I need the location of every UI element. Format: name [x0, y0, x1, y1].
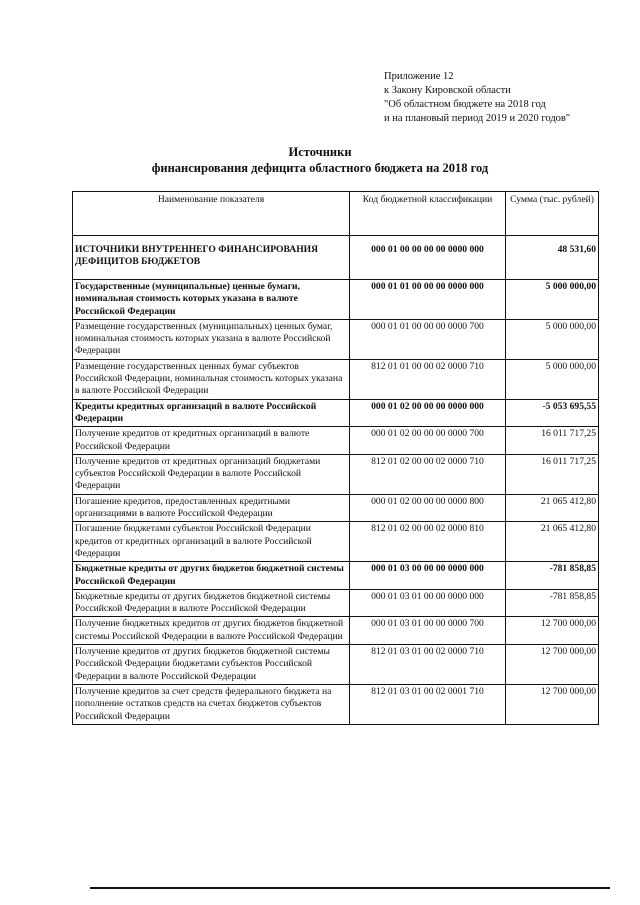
row-amount: 48 531,60: [506, 236, 599, 280]
row-name: Размещение государственных (муниципальных) ценных бумаг, номинальная стоимость которых указана в валюте Российской Федерации: [73, 319, 350, 359]
sources-table: [72, 191, 599, 725]
table-row: [73, 236, 599, 280]
row-name: Получение кредитов от кредитных организаций бюджетами субъектов Российской Федерации в валюте Российской Федерации: [73, 454, 350, 494]
row-name: Получение кредитов от других бюджетов бюджетной системы Российской Федерации бюджетами субъектов Российской Федерации в валюте Российской Федерации: [73, 645, 350, 685]
row-name: Погашение кредитов, предоставленных кредитными организациями в валюте Российской Федерации: [73, 494, 350, 522]
appendix-line-3: "Об областном бюджете на 2018 год: [384, 99, 546, 110]
row-amount: 12 700 000,00: [506, 645, 599, 685]
row-name: Кредиты кредитных организаций в валюте Российской Федерации: [73, 399, 350, 427]
row-code: 000 01 02 00 00 00 0000 000: [350, 399, 506, 427]
row-amount: 16 011 717,25: [506, 427, 599, 455]
appendix-note: [384, 70, 570, 126]
header-code: Код бюджетной классификации: [350, 192, 506, 236]
row-name: Государственные (муниципальные) ценные бумаги, номинальная стоимость которых указана в валюте Российской Федерации: [73, 280, 350, 320]
row-amount: 12 700 000,00: [506, 617, 599, 645]
row-code: 812 01 03 01 00 02 0001 710: [350, 684, 506, 724]
row-name: Погашение бюджетами субъектов Российской Федерации кредитов от кредитных организаций в валюте Российской Федерации: [73, 522, 350, 562]
row-code: 000 01 01 00 00 00 0000 700: [350, 319, 506, 359]
row-code: 000 01 03 01 00 00 0000 700: [350, 617, 506, 645]
table-row: [73, 617, 599, 645]
table-row: [73, 359, 599, 399]
row-name: Размещение государственных ценных бумаг субъектов Российской Федерации, номинальная стоимость которых указана в валюте Российской Федерации: [73, 359, 350, 399]
title-line-2: финансирования дефицита областного бюджета на 2018 год: [151, 161, 489, 175]
table-row: [73, 494, 599, 522]
row-code: 000 01 02 00 00 00 0000 700: [350, 427, 506, 455]
row-amount: 12 700 000,00: [506, 684, 599, 724]
row-amount: 5 000 000,00: [506, 319, 599, 359]
document-title: [0, 144, 640, 176]
table-row: [73, 589, 599, 617]
table-row: [73, 645, 599, 685]
row-amount: 5 000 000,00: [506, 359, 599, 399]
row-amount: -781 858,85: [506, 589, 599, 617]
row-code: 000 01 03 00 00 00 0000 000: [350, 562, 506, 590]
row-code: 000 01 01 00 00 00 0000 000: [350, 280, 506, 320]
table-row: [73, 562, 599, 590]
row-amount: -5 053 695,55: [506, 399, 599, 427]
row-code: 812 01 02 00 00 02 0000 810: [350, 522, 506, 562]
row-name: Получение бюджетных кредитов от других бюджетов бюджетной системы Российской Федерации в валюте Российской Федерации: [73, 617, 350, 645]
table-row: [73, 522, 599, 562]
table-header-row: [73, 192, 599, 236]
header-amount: Сумма (тыс. рублей): [506, 192, 599, 236]
table-row: [73, 427, 599, 455]
row-code: 000 01 00 00 00 00 0000 000: [350, 236, 506, 280]
appendix-line-1: Приложение 12: [384, 71, 454, 82]
table-row: [73, 280, 599, 320]
table-row: [73, 684, 599, 724]
row-name: ИСТОЧНИКИ ВНУТРЕННЕГО ФИНАНСИРОВАНИЯ ДЕФИЦИТОВ БЮДЖЕТОВ: [73, 236, 350, 280]
table-row: [73, 319, 599, 359]
table-row: [73, 399, 599, 427]
row-amount: 21 065 412,80: [506, 522, 599, 562]
row-name: Бюджетные кредиты от других бюджетов бюджетной системы Российской Федерации в валюте Российской Федерации: [73, 589, 350, 617]
row-amount: 16 011 717,25: [506, 454, 599, 494]
row-code: 812 01 01 00 00 02 0000 710: [350, 359, 506, 399]
appendix-line-2: к Закону Кировской области: [384, 85, 511, 96]
row-code: 000 01 03 01 00 00 0000 000: [350, 589, 506, 617]
row-name: Бюджетные кредиты от других бюджетов бюджетной системы Российской Федерации: [73, 562, 350, 590]
table-row: [73, 454, 599, 494]
row-amount: 21 065 412,80: [506, 494, 599, 522]
row-code: 812 01 03 01 00 02 0000 710: [350, 645, 506, 685]
header-name: Наименование показателя: [73, 192, 350, 236]
row-name: Получение кредитов от кредитных организаций в валюте Российской Федерации: [73, 427, 350, 455]
title-line-1: Источники: [288, 145, 352, 159]
row-name: Получение кредитов за счет средств федерального бюджета на пополнение остатков средств на счетах бюджетов субъектов Российской Федерации: [73, 684, 350, 724]
appendix-line-4: и на плановый период 2019 и 2020 годов": [384, 113, 571, 124]
row-amount: -781 858,85: [506, 562, 599, 590]
page-bottom-rule: [90, 887, 610, 889]
row-code: 812 01 02 00 00 02 0000 710: [350, 454, 506, 494]
row-code: 000 01 02 00 00 00 0000 800: [350, 494, 506, 522]
row-amount: 5 000 000,00: [506, 280, 599, 320]
